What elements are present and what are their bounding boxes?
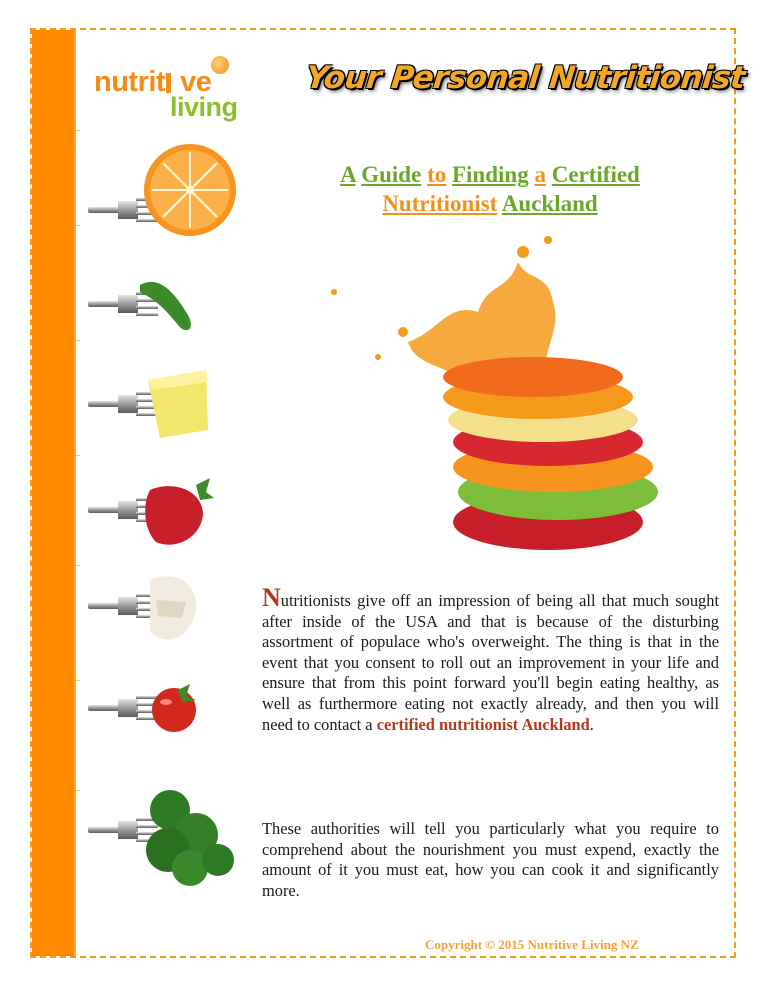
fork-green-bean-icon — [88, 282, 191, 330]
highlight-phrase: certified nutritionist Auckland — [376, 714, 590, 734]
logo-text-top: nutrit ve — [94, 66, 212, 98]
title-word[interactable]: Guide — [361, 162, 422, 187]
fork-pineapple-icon — [88, 370, 208, 438]
logo-text-bottom: living — [170, 92, 238, 122]
stripe-tick — [76, 130, 80, 131]
title-word[interactable]: Auckland — [501, 191, 598, 216]
body-paragraph-2: These authorities will tell you particularly what you require to comprehend about the nourishment you must expend, exactly the amount of it you must eat, how you can cook it and significantly more. — [262, 819, 719, 900]
title-word[interactable]: Finding — [451, 162, 529, 187]
fork-broccoli-icon — [88, 790, 234, 886]
title-word[interactable]: A — [340, 162, 356, 187]
stripe-divider — [74, 30, 76, 956]
title-word[interactable]: a — [534, 162, 546, 187]
fruit-forks-illustration — [78, 140, 248, 940]
title-word[interactable]: Nutritionist — [382, 191, 498, 216]
fruit-juice-splash-image — [318, 222, 668, 562]
drop-cap: N — [262, 583, 281, 612]
title-word[interactable]: to — [427, 162, 447, 187]
fork-tomato-icon — [88, 684, 196, 732]
logo-sun-icon — [211, 56, 229, 74]
orange-side-stripe — [32, 30, 74, 956]
nutritive-living-logo — [94, 58, 274, 128]
title-word[interactable]: Certified — [551, 162, 640, 187]
body-paragraph-1: Nutritionists give off an impression of being all that much sought after inside of the USA and that is because of the disturbing assortment of populace who's overweight. The thing is that in the event that you consent to roll out an improvement in your life and ensure that from this point forward you'll begin eating healthy, as well as furthermore eating not exactly already, and then you will need to contact a certified nutritionist Auckland. — [262, 583, 719, 734]
fork-orange-icon — [88, 144, 236, 236]
page-title — [280, 160, 700, 218]
fork-mushroom-icon — [88, 576, 196, 639]
fork-strawberry-icon — [88, 478, 214, 545]
copyright-footer: Copyright © 2015 Nutritive Living NZ — [425, 937, 639, 952]
banner-title: Your Personal Nutritionist — [304, 60, 747, 96]
